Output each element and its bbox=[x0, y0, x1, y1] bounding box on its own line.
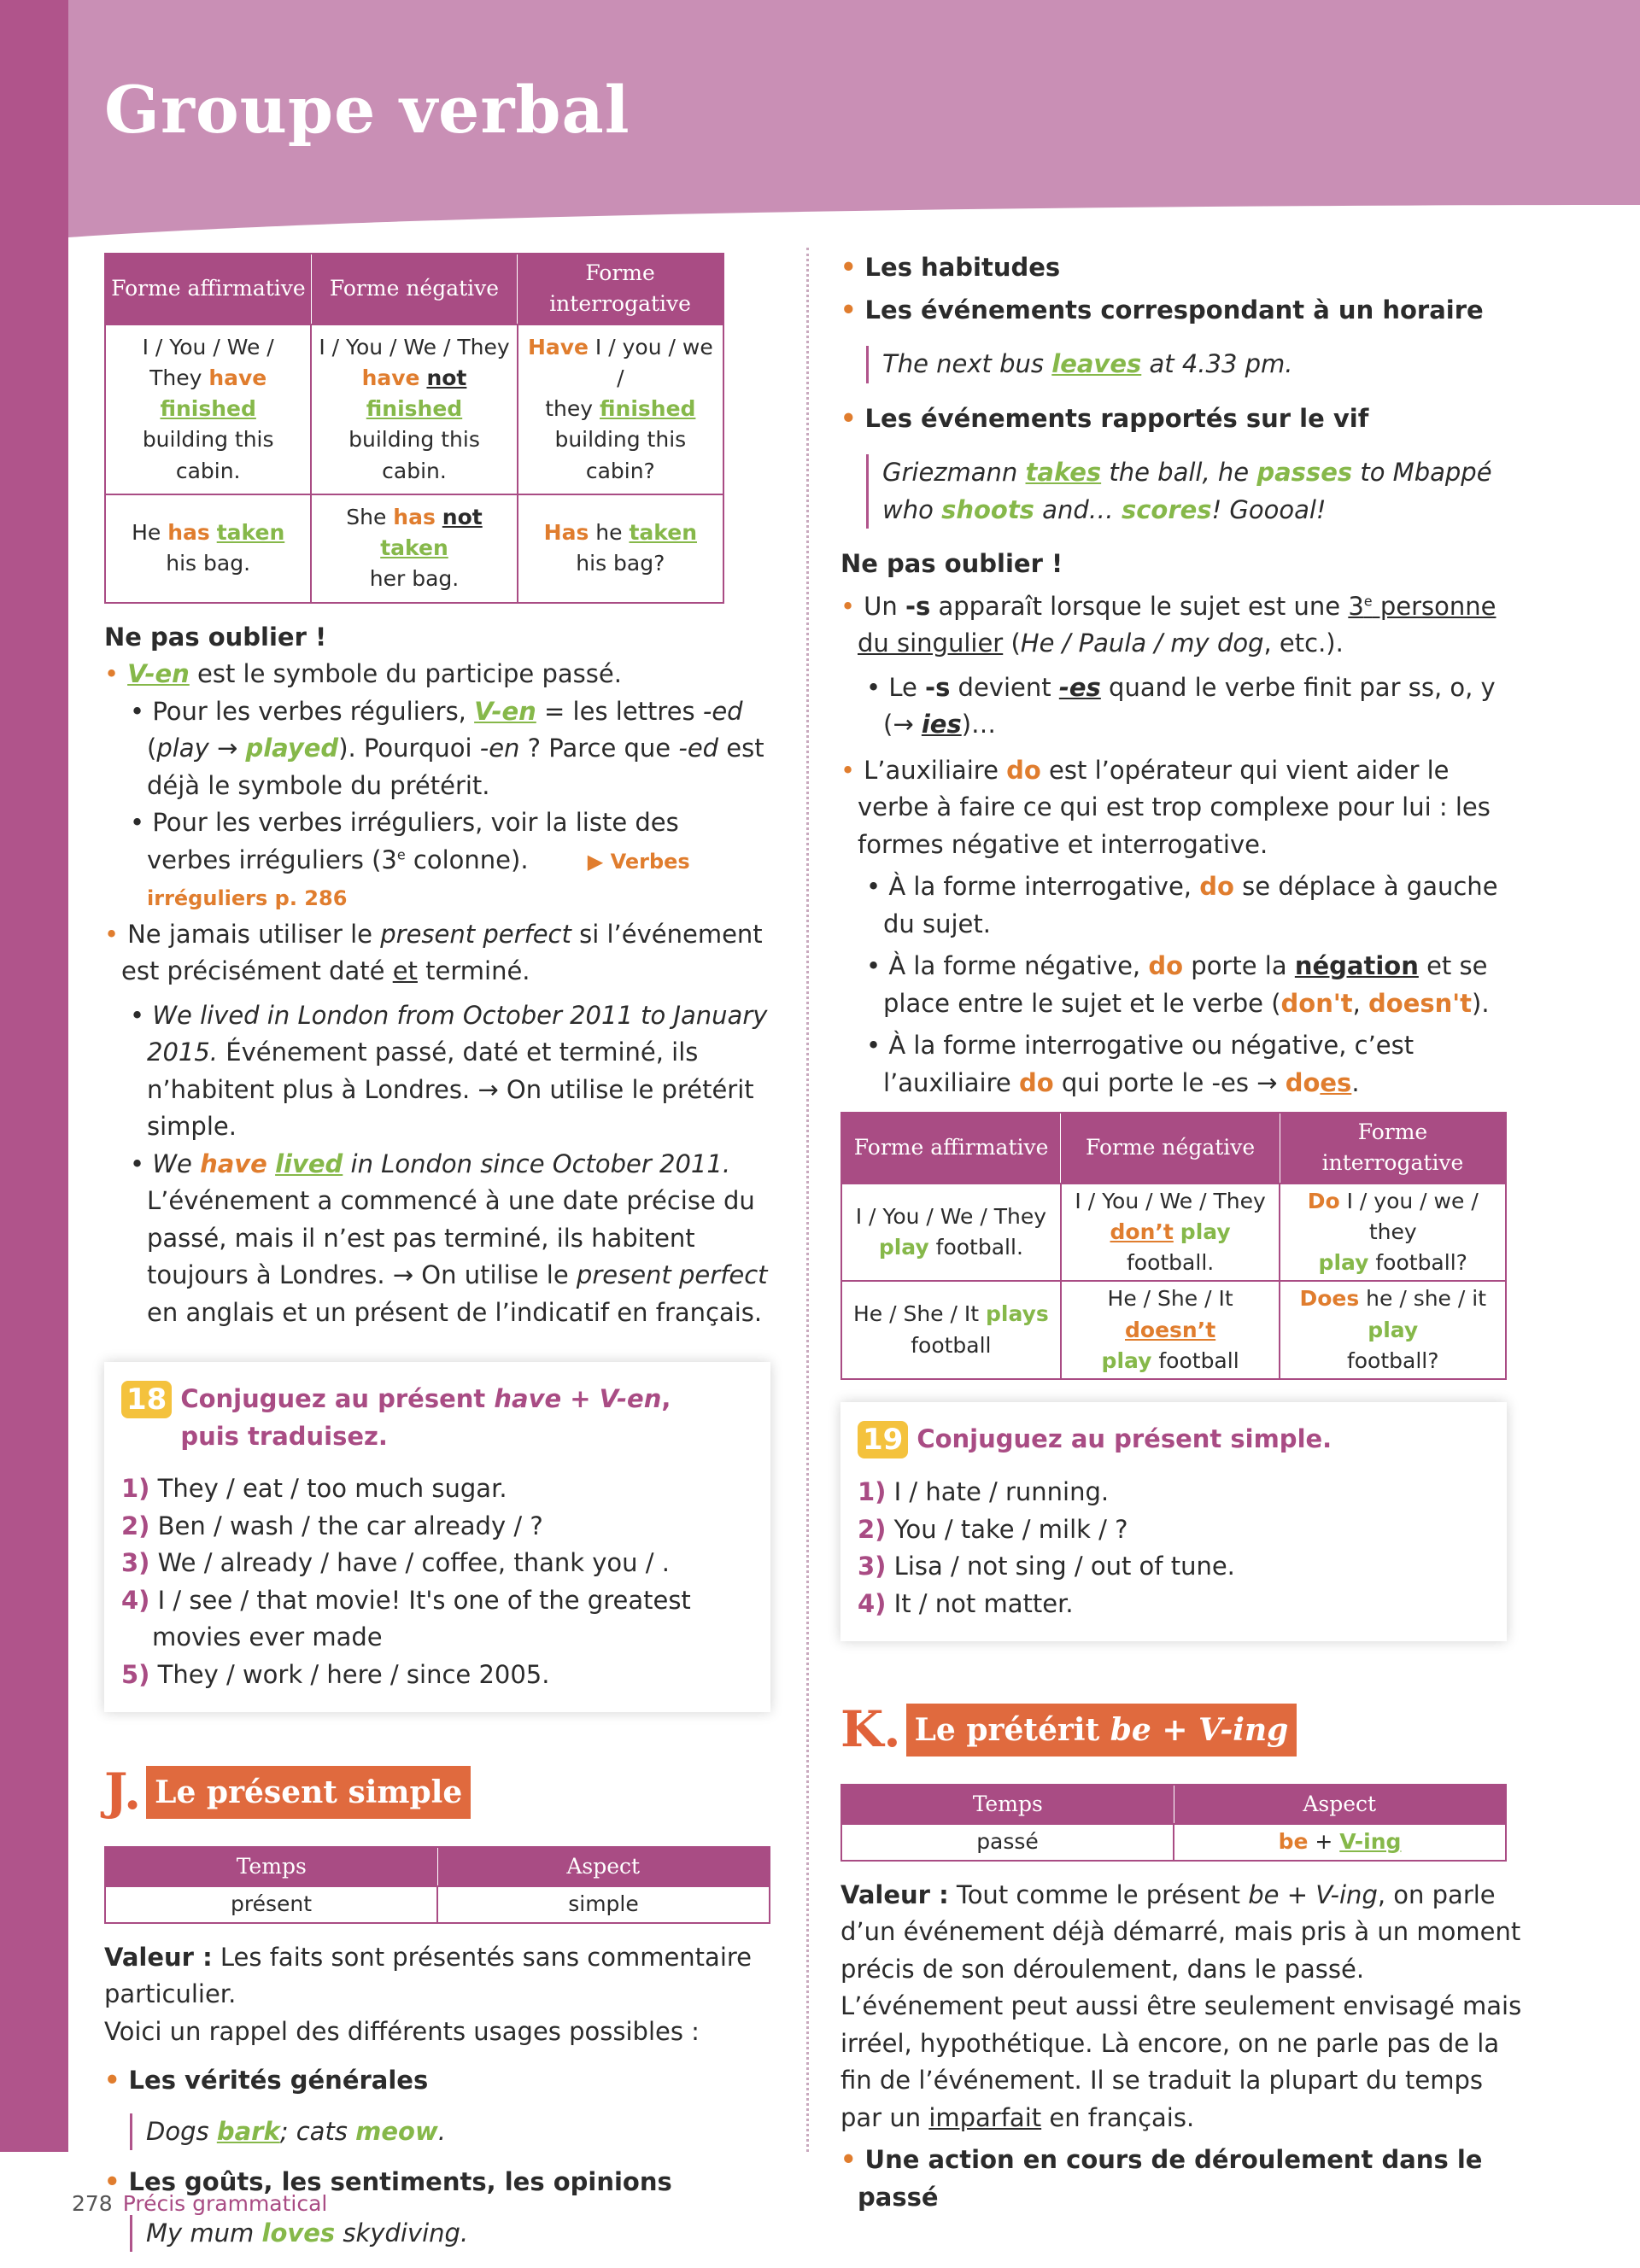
tense-aspect-table bbox=[840, 1784, 1507, 1862]
exercise-title: Conjuguez au présent simple. bbox=[917, 1424, 1332, 1453]
valeur-text: Valeur : Les faits sont présentés sans commentaire particulier. Voici un rappel des différents usages possibles : bbox=[104, 1942, 753, 2046]
list-item: 2) Ben / wash / the car already / ? bbox=[121, 1511, 543, 1540]
list-item: • Ne jamais utiliser le present perfect si l’événement est précisément daté et terminé. bbox=[104, 919, 763, 985]
list-item: 1) They / eat / too much sugar. bbox=[121, 1474, 507, 1503]
table-cell: He / She / It doesn’t play football bbox=[1061, 1281, 1280, 1379]
table-header: Forme interrogative bbox=[1280, 1113, 1506, 1184]
section-k-heading bbox=[840, 1692, 1524, 1767]
table-header: Forme interrogative bbox=[518, 254, 723, 324]
table-cell: simple bbox=[437, 1886, 770, 1922]
example: Dogs bark; cats meow. bbox=[130, 2113, 770, 2151]
example: The next bus leaves at 4.33 pm. bbox=[866, 346, 1524, 383]
section-name: Précis grammatical bbox=[122, 2191, 328, 2216]
list-item: • Pour les verbes irréguliers, voir la liste des verbes irréguliers (3e colonne). ▶ Verbes irréguliers p. 286 bbox=[130, 808, 690, 910]
page-footer bbox=[72, 2188, 327, 2220]
exercise-number: 19 bbox=[858, 1421, 908, 1458]
table-header: Forme affirmative bbox=[841, 1113, 1061, 1184]
list-item: 3) Lisa / not sing / out of tune. bbox=[858, 1552, 1235, 1581]
section-title: Le présent simple bbox=[146, 1766, 471, 1819]
list-item: 1) I / hate / running. bbox=[858, 1477, 1110, 1506]
section-letter: J. bbox=[104, 1762, 142, 1821]
present-perfect-table bbox=[104, 253, 724, 604]
list-item: 4) It / not matter. bbox=[858, 1588, 1074, 1618]
list-item: • Pour les verbes réguliers, V-en = les lettres -ed (play → played). Pourquoi -en ? Parce que -ed est déjà le symbole du prétérit. bbox=[130, 696, 764, 800]
table-header: Aspect bbox=[1174, 1785, 1506, 1824]
present-simple-table bbox=[840, 1112, 1507, 1380]
section-letter: K. bbox=[840, 1700, 901, 1758]
table-cell: passé bbox=[841, 1824, 1174, 1860]
table-cell: Does he / she / it play football? bbox=[1280, 1281, 1506, 1379]
table-header: Temps bbox=[841, 1785, 1174, 1824]
list-item: • L’auxiliaire do est l’opérateur qui vient aider le verbe à faire ce qui est trop complexe pour lui : les formes négative et interrogative. bbox=[840, 755, 1491, 859]
example: My mum loves skydiving. bbox=[130, 2215, 770, 2253]
tense-aspect-table bbox=[104, 1846, 770, 1924]
reminder-title: Ne pas oublier ! bbox=[104, 622, 327, 652]
table-header: Forme négative bbox=[311, 254, 517, 324]
list-item: • V-en est le symbole du participe passé. bbox=[104, 659, 622, 688]
exercise-18 bbox=[104, 1362, 770, 1712]
table-cell: be + V-ing bbox=[1174, 1824, 1506, 1860]
list-item: 5) They / work / here / since 2005. bbox=[121, 1659, 550, 1689]
right-column bbox=[840, 249, 1524, 2216]
list-item: • Les événements rapportés sur le vif bbox=[840, 403, 1369, 433]
list-item: 2) You / take / milk / ? bbox=[858, 1514, 1128, 1544]
list-item: 4) I / see / that movie! It's one of the greatest movies ever made bbox=[121, 1585, 691, 1651]
left-column bbox=[104, 253, 770, 2265]
table-header: Forme affirmative bbox=[105, 254, 311, 324]
table-header: Forme négative bbox=[1061, 1113, 1280, 1184]
list-item: • Les goûts, les sentiments, les opinions bbox=[104, 2167, 672, 2196]
table-header: Aspect bbox=[437, 1847, 770, 1886]
list-item: • À la forme négative, do porte la négation et se place entre le sujet et le verbe (don't, doesn't). bbox=[866, 951, 1490, 1018]
page-title: Groupe verbal bbox=[104, 72, 630, 148]
list-item: 3) We / already / have / coffee, thank you / . bbox=[121, 1548, 670, 1577]
table-cell: Do I / you / we / they play football? bbox=[1280, 1184, 1506, 1282]
list-item: • À la forme interrogative ou négative, c’est l’auxiliaire do qui porte le -es → does. bbox=[866, 1031, 1414, 1097]
page-sidebar bbox=[0, 0, 68, 2152]
page-number: 278 bbox=[72, 2191, 113, 2216]
section-j-heading bbox=[104, 1755, 770, 1829]
table-header: Temps bbox=[105, 1847, 437, 1886]
list-item: • Le -s devient -es quand le verbe finit par ss, o, y (→ ies)… bbox=[866, 672, 1496, 739]
section-title: Le prétérit be + V-ing bbox=[906, 1704, 1297, 1757]
list-item: • Les événements correspondant à un horaire bbox=[840, 295, 1484, 324]
column-divider bbox=[806, 248, 809, 2152]
table-cell: présent bbox=[105, 1886, 437, 1922]
valeur-text: Valeur : Tout comme le présent be + V-ing, on parle d’un événement déjà démarré, mais pris à un moment précis de son déroulement, dans le passé. L’événement peut aussi être seulement envisagé mais irréel, hypothétique. Là encore, on ne parle pas de la fin de l’événement. Il se traduit la plupart du temps par un imparfait en français. bbox=[840, 1879, 1522, 2132]
reminder-title: Ne pas oublier ! bbox=[840, 549, 1063, 578]
table-cell: I / You / We / They don’t play football. bbox=[1061, 1184, 1280, 1282]
list-item: • À la forme interrogative, do se déplace à gauche du sujet. bbox=[866, 872, 1498, 938]
list-item: • Les habitudes bbox=[840, 253, 1061, 282]
list-item: • We have lived in London since October 2011. L’événement a commencé à une date précise du passé, mais il n’est pas terminé, ils habitent toujours à Londres. → On utilise le present perfect en anglais et un présent de l’indicatif en français. bbox=[130, 1149, 768, 1327]
example: Griezmann takes the ball, he passes to Mbappé who shoots and… scores! Goooal! bbox=[866, 454, 1524, 529]
list-item: • Un -s apparaît lorsque le sujet est une 3e personne du singulier (He / Paula / my dog, etc.). bbox=[840, 591, 1496, 658]
irregular-verbs-link[interactable]: Verbes irréguliers p. 286 bbox=[147, 849, 690, 910]
exercise-title: Conjuguez au présent have + V-en, puis traduisez. bbox=[180, 1384, 671, 1451]
table-cell: I / You / We / They have not finished building this cabin. bbox=[311, 324, 517, 494]
table-cell: I / You / We / They play football. bbox=[841, 1184, 1061, 1282]
table-cell: She has not taken her bag. bbox=[311, 494, 517, 603]
list-item: • Les vérités générales bbox=[104, 2066, 429, 2095]
table-cell: I / You / We / They have finished building this cabin. bbox=[105, 324, 311, 494]
table-cell: Has he taken his bag? bbox=[518, 494, 723, 603]
table-cell: He has taken his bag. bbox=[105, 494, 311, 603]
exercise-number: 18 bbox=[121, 1381, 172, 1418]
table-cell: He / She / It plays football bbox=[841, 1281, 1061, 1379]
list-item: • Une action en cours de déroulement dans le passé bbox=[840, 2145, 1483, 2212]
exercise-19 bbox=[840, 1402, 1507, 1641]
list-item: • We lived in London from October 2011 to January 2015. Événement passé, daté et terminé, ils n’habitent plus à Londres. → On utilise le prétérit simple. bbox=[130, 1000, 768, 1141]
table-cell: Have I / you / we / they finished building this cabin? bbox=[518, 324, 723, 494]
